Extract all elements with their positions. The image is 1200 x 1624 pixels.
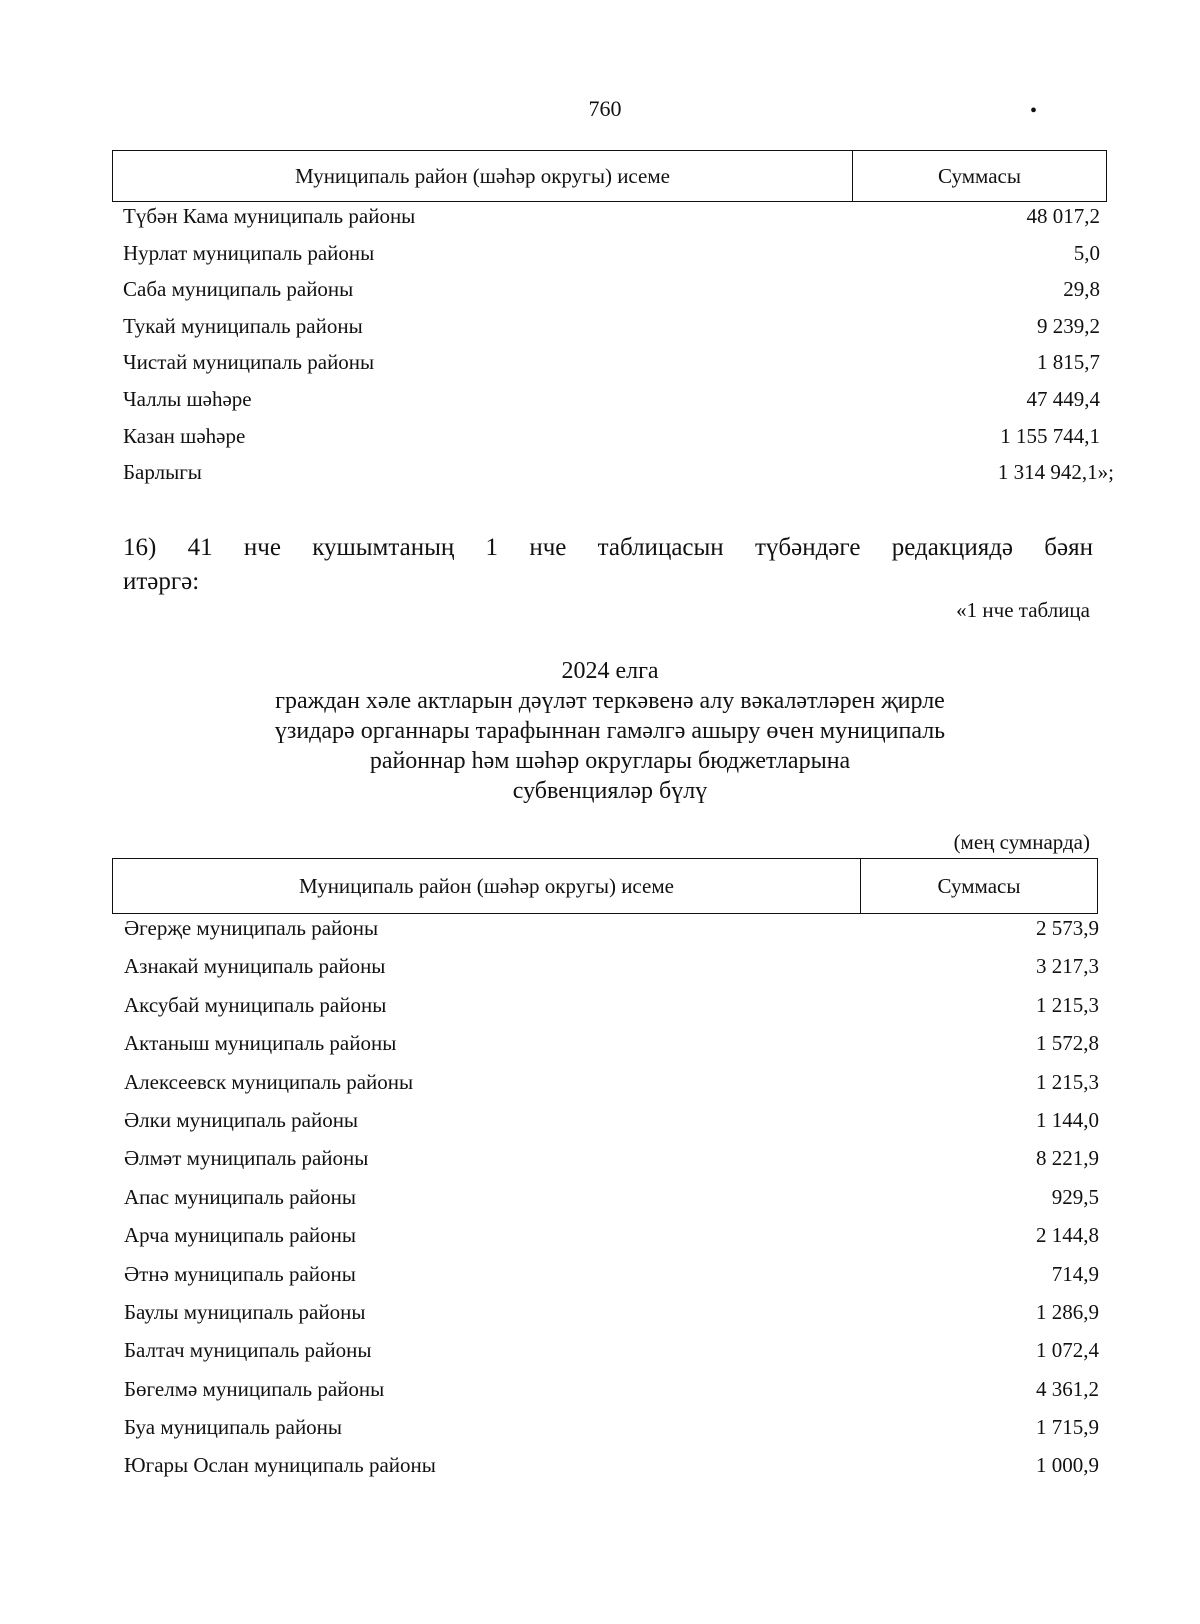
table-reference: «1 нче таблица bbox=[956, 598, 1090, 622]
row-value: 8 221,9 bbox=[1036, 1146, 1099, 1171]
table-row bbox=[124, 1223, 1099, 1261]
row-value: 1 215,3 bbox=[1036, 992, 1099, 1017]
table1-header-name-col: Муниципаль район (шәһәр округы) исеме bbox=[113, 151, 853, 201]
row-value: 48 017,2 bbox=[1026, 204, 1100, 228]
table-row bbox=[124, 993, 1099, 1031]
table-row bbox=[124, 1070, 1099, 1108]
row-value: 929,5 bbox=[1051, 1184, 1099, 1209]
stray-dot: • bbox=[1030, 100, 1038, 122]
paragraph-line1: 16) 41 нче кушымтаның 1 нче таблицасын түбәндәге редакциядә бәян bbox=[123, 534, 1093, 561]
paragraph-line2: итәргә: bbox=[123, 568, 200, 595]
table-row bbox=[123, 350, 1100, 387]
row-value: 1 144,0 bbox=[1036, 1107, 1099, 1132]
row-name: Түбән Кама муниципаль районы bbox=[123, 204, 416, 228]
row-value: 29,8 bbox=[1063, 277, 1100, 302]
table-row bbox=[124, 1300, 1099, 1338]
table2-header bbox=[112, 858, 1098, 914]
row-value: 1 000,9 bbox=[1036, 1453, 1099, 1478]
row-value: 5,0 bbox=[1073, 240, 1100, 265]
table-row bbox=[124, 1338, 1099, 1376]
row-value: 47 449,4 bbox=[1026, 386, 1100, 411]
row-name: Бөгелмә муниципаль районы bbox=[124, 1376, 385, 1401]
table-row bbox=[124, 1031, 1099, 1069]
row-name: Балтач муниципаль районы bbox=[124, 1338, 372, 1363]
row-name: Чистай муниципаль районы bbox=[123, 350, 375, 375]
table1-header-sum-col: Суммасы bbox=[938, 163, 1021, 188]
row-value: 2 573,9 bbox=[1036, 916, 1099, 940]
row-name: Чаллы шәһәре bbox=[123, 386, 252, 411]
row-value: 1 215,3 bbox=[1036, 1069, 1099, 1094]
row-value: 1 155 744,1 bbox=[1000, 423, 1100, 448]
row-name: Арча муниципаль районы bbox=[124, 1223, 356, 1248]
units-label: (мең сумнарда) bbox=[953, 830, 1090, 854]
row-value: 1 314 942,1»; bbox=[997, 460, 1114, 485]
row-name: Аксубай муниципаль районы bbox=[124, 992, 387, 1017]
row-name: Баулы муниципаль районы bbox=[124, 1299, 366, 1324]
row-value: 714,9 bbox=[1051, 1261, 1099, 1286]
title-line: үзидарә органнары тарафыннан гамәлгә ашыру өчен муниципаль bbox=[274, 718, 946, 744]
table2-rows bbox=[124, 916, 1099, 1492]
table-row bbox=[124, 916, 1099, 954]
row-name: Тукай муниципаль районы bbox=[123, 313, 363, 338]
row-name: Алексеевск муниципаль районы bbox=[124, 1069, 414, 1094]
row-value: 9 239,2 bbox=[1037, 313, 1100, 338]
table-row bbox=[123, 424, 1100, 461]
table-row bbox=[124, 1415, 1099, 1453]
title-line: 2024 елга bbox=[561, 658, 659, 684]
table1-rows bbox=[123, 204, 1114, 497]
row-name: Нурлат муниципаль районы bbox=[123, 240, 375, 265]
table-row bbox=[124, 1185, 1099, 1223]
row-name: Әлмәт муниципаль районы bbox=[124, 1146, 369, 1171]
title-line: субвенцияләр бүлү bbox=[512, 778, 708, 804]
table-row bbox=[124, 954, 1099, 992]
table-row bbox=[123, 387, 1100, 424]
row-name: Барлыгы bbox=[123, 460, 202, 485]
table-row bbox=[123, 204, 1100, 241]
table-row-total bbox=[123, 460, 1114, 497]
table-row bbox=[124, 1262, 1099, 1300]
table-row bbox=[124, 1146, 1099, 1184]
table1-header bbox=[112, 150, 1107, 202]
row-name: Азнакай муниципаль районы bbox=[124, 954, 386, 979]
page-number: 760 bbox=[588, 96, 622, 121]
row-name: Югары Ослан муниципаль районы bbox=[124, 1453, 436, 1478]
row-name: Апас муниципаль районы bbox=[124, 1184, 356, 1209]
row-value: 1 286,9 bbox=[1036, 1299, 1099, 1324]
row-value: 3 217,3 bbox=[1036, 954, 1099, 979]
title-line: районнар һәм шәһәр округлары бюджетларына bbox=[369, 748, 851, 774]
row-value: 1 715,9 bbox=[1036, 1415, 1099, 1440]
row-value: 4 361,2 bbox=[1036, 1376, 1099, 1401]
row-value: 1 072,4 bbox=[1036, 1338, 1099, 1363]
row-name: Актаныш муниципаль районы bbox=[124, 1031, 397, 1056]
table-row bbox=[123, 241, 1100, 278]
table-title bbox=[0, 656, 1200, 806]
table-row bbox=[123, 277, 1100, 314]
table-row bbox=[124, 1377, 1099, 1415]
row-name: Әтнә муниципаль районы bbox=[124, 1261, 356, 1286]
row-name: Әгерҗе муниципаль районы bbox=[124, 916, 379, 940]
row-name: Саба муниципаль районы bbox=[123, 277, 354, 302]
table-row bbox=[124, 1108, 1099, 1146]
row-value: 2 144,8 bbox=[1036, 1223, 1099, 1248]
row-name: Буа муниципаль районы bbox=[124, 1415, 343, 1440]
table2-header-name-col: Муниципаль район (шәһәр округы) исеме bbox=[113, 859, 861, 913]
table-row bbox=[124, 1453, 1099, 1491]
row-value: 1 572,8 bbox=[1036, 1031, 1099, 1056]
row-value: 1 815,7 bbox=[1037, 350, 1100, 375]
title-line: граждан хәле актларын дәүләт теркәвенә алу вәкаләтләрен җирле bbox=[275, 688, 945, 714]
table2-header-sum-col: Суммасы bbox=[937, 873, 1021, 898]
table-row bbox=[123, 314, 1100, 351]
row-name: Казан шәһәре bbox=[123, 423, 246, 448]
row-name: Әлки муниципаль районы bbox=[124, 1107, 359, 1132]
